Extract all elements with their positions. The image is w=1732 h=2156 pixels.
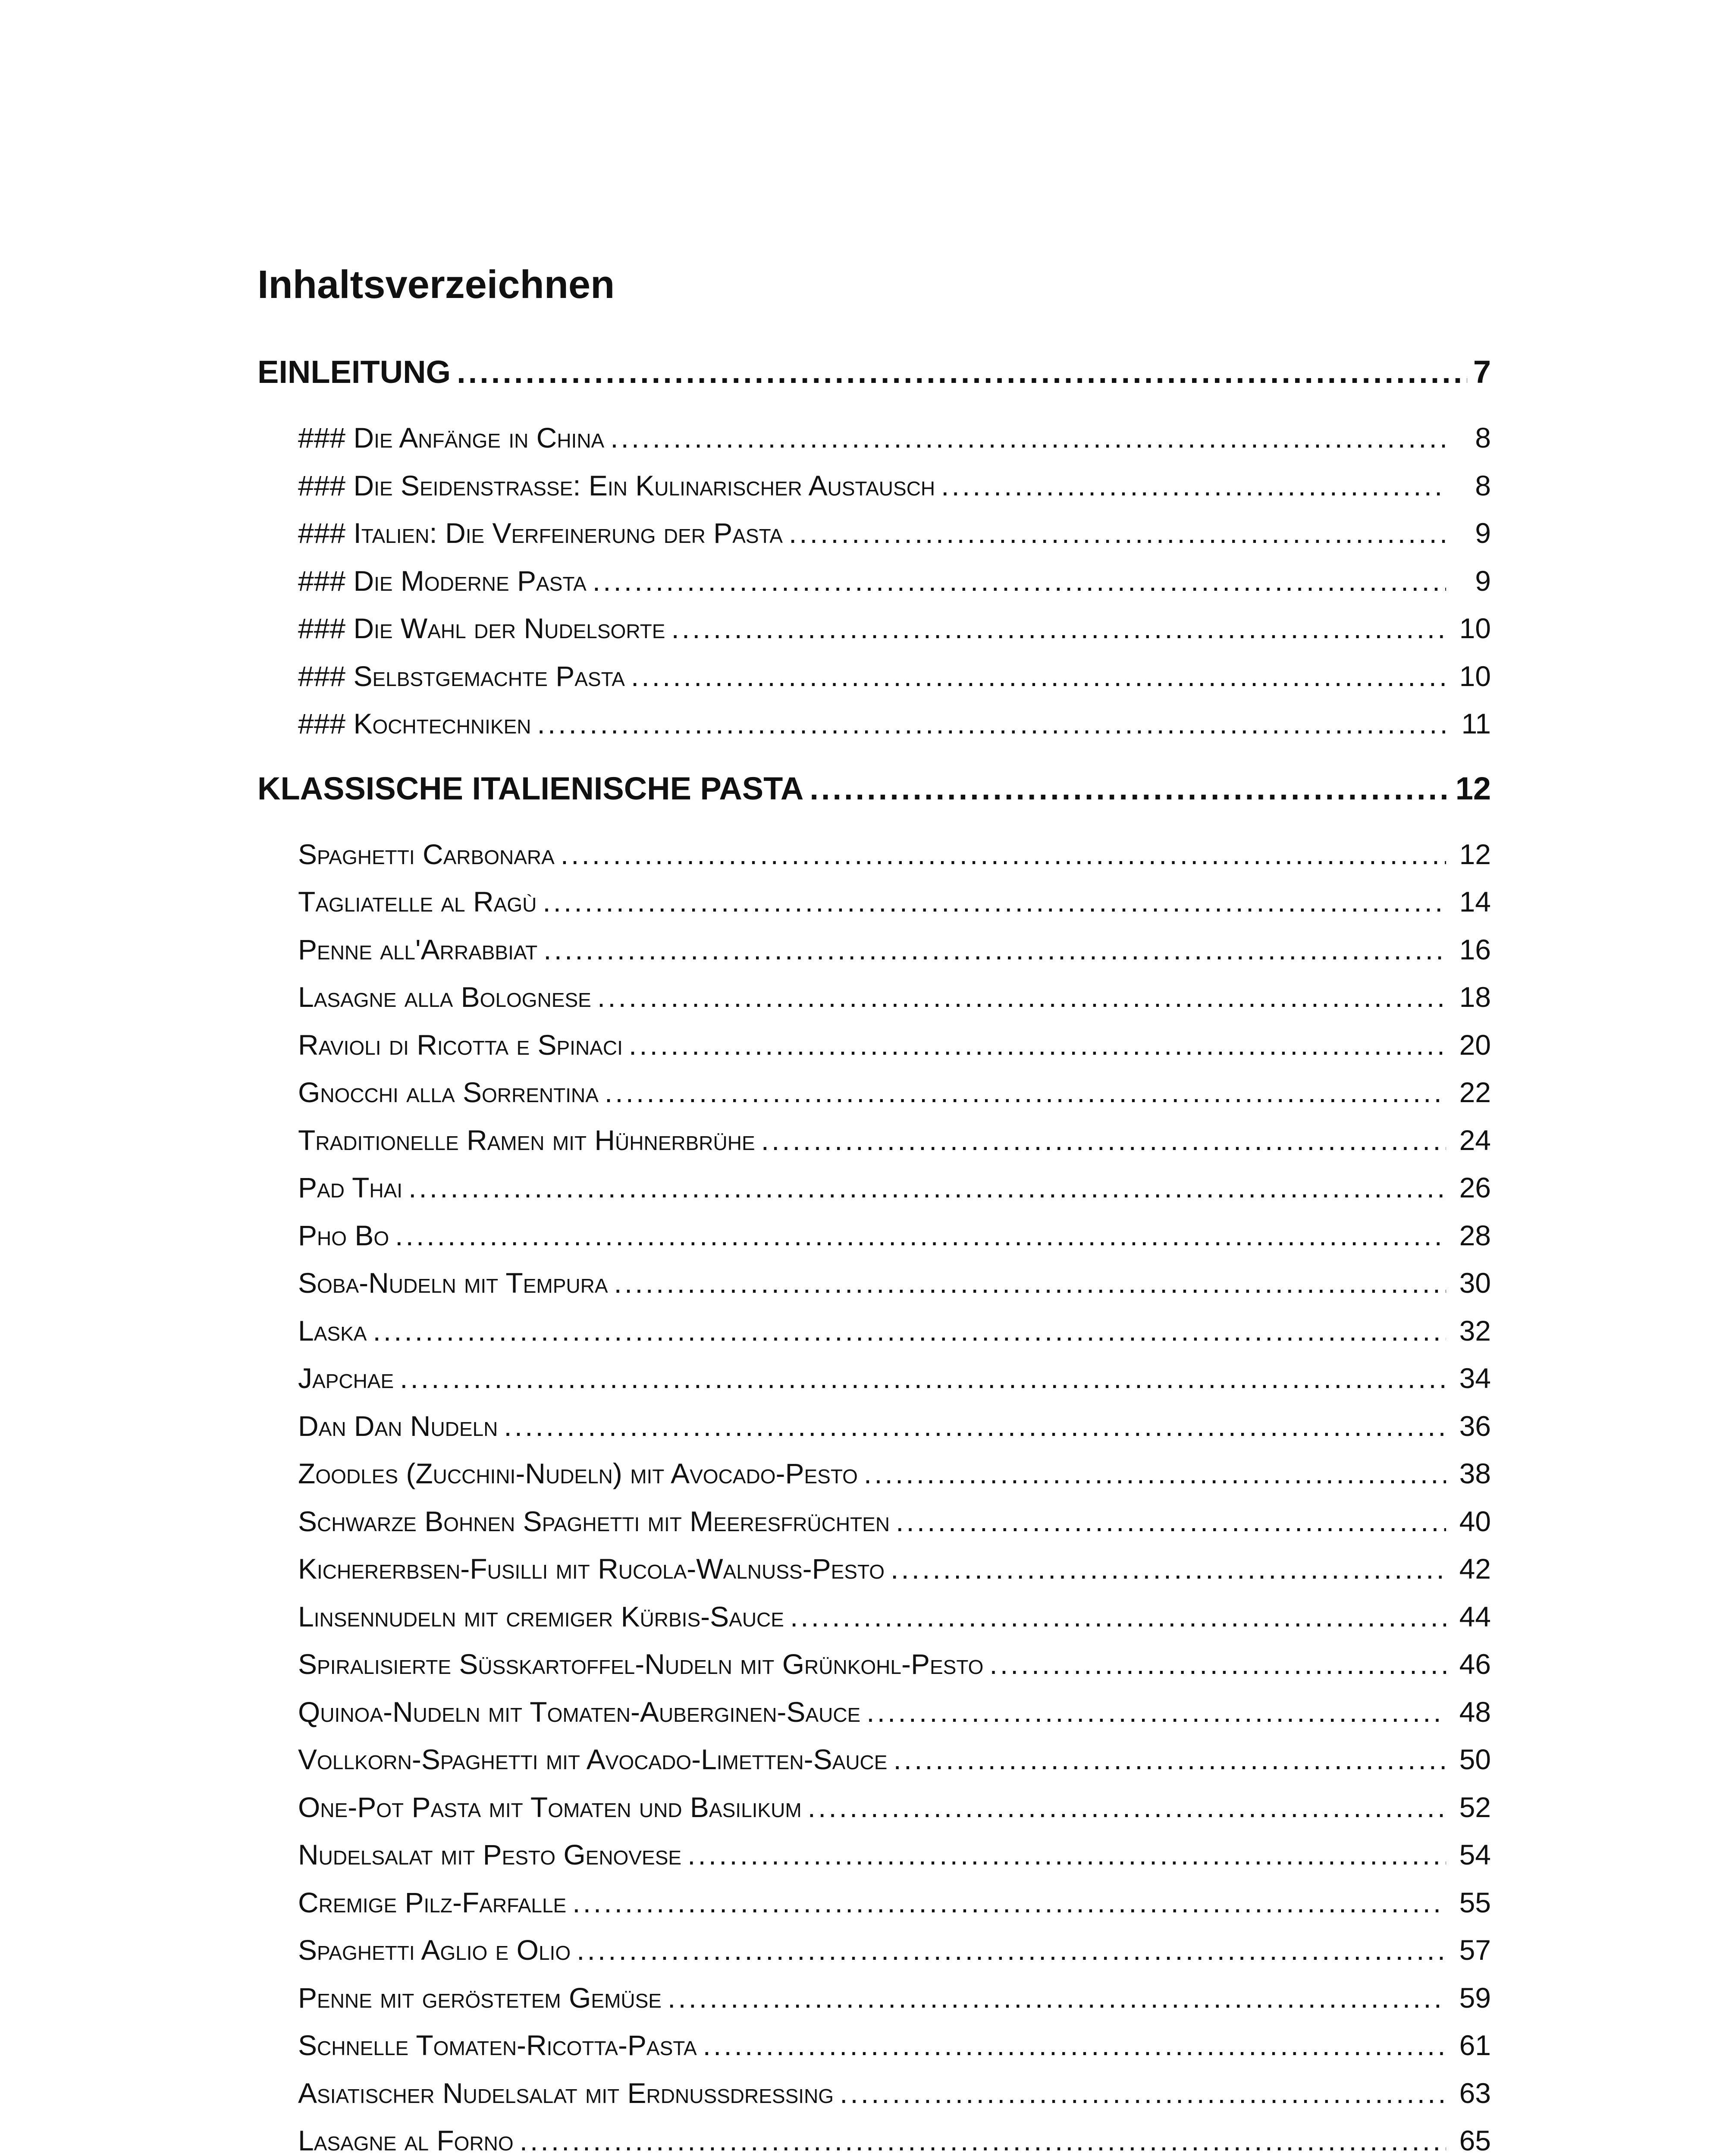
dot-leader [703,2021,1446,2069]
entry-label: ### Die Wahl der Nudelsorte [298,612,665,644]
toc-entry[interactable] [257,2069,1491,2117]
entry-page-number: 12 [1459,838,1491,870]
chapter-page-number: 7 [1473,354,1491,390]
toc-entry[interactable] [257,1402,1491,1450]
entry-label: ### Die Moderne Pasta [298,564,587,597]
dot-leader [373,1307,1446,1355]
entry-page-number: 54 [1459,1839,1491,1871]
entry-page-number: 40 [1459,1505,1491,1537]
entry-page-number: 42 [1459,1553,1491,1585]
entry-label: Pho Bo [298,1219,389,1251]
toc-entry[interactable] [257,414,1491,462]
entry-page-number: 65 [1459,2125,1491,2156]
entry-page-number: 52 [1459,1791,1491,1823]
dot-leader [504,1402,1446,1450]
entry-label: Lasagne al Forno [298,2125,514,2156]
toc-entry[interactable] [257,1307,1491,1355]
dot-leader [520,2117,1446,2156]
toc-entry[interactable] [257,1259,1491,1307]
entry-label: ### Kochtechniken [298,708,531,740]
entry-label: ### Die Seidenstraße: Ein Kulinarischer Austausch [298,469,935,501]
dot-leader [989,1640,1446,1688]
dot-leader [408,1164,1446,1212]
entry-page-number: 55 [1459,1886,1491,1918]
entry-label: Japchae [298,1362,394,1394]
toc-entry[interactable] [257,1498,1491,1545]
entry-page-number: 30 [1459,1267,1491,1299]
entry-label: Penne all'Arrabbiat [298,933,538,965]
dot-leader [614,1259,1446,1307]
toc-entry[interactable] [257,1688,1491,1736]
entry-page-number: 16 [1459,933,1491,965]
toc-entry[interactable] [257,605,1491,652]
toc-entry[interactable] [257,1736,1491,1783]
toc-entry[interactable] [257,1164,1491,1212]
chapter-entries [257,414,1491,748]
entry-label: Spiralisierte Süßkartoffel-Nudeln mit Grünkohl-Pesto [298,1648,984,1680]
entry-page-number: 48 [1459,1695,1491,1728]
entry-page-number: 8 [1475,469,1491,501]
entry-label: Schnelle Tomaten-Ricotta-Pasta [298,2029,697,2061]
chapter-page-number: 12 [1455,770,1491,806]
toc-entry[interactable] [257,878,1491,926]
entry-label: Nudelsalat mit Pesto Genovese [298,1839,682,1871]
entry-label: Spaghetti Aglio e Olio [298,1934,571,1966]
toc-entry[interactable] [257,1926,1491,1974]
dot-leader [395,1212,1446,1260]
entry-page-number: 9 [1475,517,1491,549]
entry-page-number: 22 [1459,1076,1491,1108]
entry-label: Schwarze Bohnen Spaghetti mit Meeresfrüchten [298,1505,890,1537]
toc-entry[interactable] [257,1069,1491,1116]
entry-label: Vollkorn-Spaghetti mit Avocado-Limetten-Sauce [298,1743,888,1775]
entry-label: Zoodles (Zucchini-Nudeln) mit Avocado-Pesto [298,1457,858,1489]
dot-leader [593,557,1446,605]
entry-label: ### Italien: Die Verfeinerung der Pasta [298,517,783,549]
dot-leader [561,830,1446,878]
entry-page-number: 8 [1475,422,1491,454]
toc-entry[interactable] [257,1783,1491,1831]
toc-entry[interactable] [257,830,1491,878]
entry-label: Linsennudeln mit cremiger Kürbis-Sauce [298,1600,784,1633]
dot-leader [896,1498,1446,1545]
entry-page-number: 10 [1459,660,1491,692]
entry-page-number: 11 [1461,708,1491,740]
chapter-label: KLASSISCHE ITALIENISCHE PASTA [257,770,804,806]
toc-entry[interactable] [257,700,1491,748]
dot-leader [840,2069,1446,2117]
entry-page-number: 32 [1459,1314,1491,1347]
entry-label: Cremige Pilz-Farfalle [298,1886,567,1918]
toc-entry[interactable] [257,1116,1491,1164]
toc-page [257,259,1491,2156]
chapter-entries [257,830,1491,2156]
entry-page-number: 14 [1459,886,1491,918]
entry-label: Asiatischer Nudelsalat mit Erdnussdressing [298,2077,834,2109]
entry-label: Lasagne alla Bolognese [298,981,591,1013]
chapter-row[interactable] [257,765,1491,812]
dot-leader [577,1926,1446,1974]
entry-page-number: 63 [1459,2077,1491,2109]
dot-leader [671,605,1446,652]
entry-page-number: 59 [1459,1981,1491,2014]
entry-page-number: 28 [1459,1219,1491,1251]
dot-leader [790,1593,1446,1641]
toc-entry[interactable] [257,1831,1491,1879]
dot-leader [572,1879,1446,1927]
dot-leader [597,973,1446,1021]
dot-leader [866,1688,1446,1736]
dot-leader [891,1545,1446,1593]
entry-page-number: 10 [1459,612,1491,644]
entry-label: Ravioli di Ricotta e Spinaci [298,1028,623,1061]
toc-entry[interactable] [257,509,1491,557]
dot-leader [687,1831,1446,1879]
dot-leader [941,462,1446,510]
dot-leader [629,1021,1446,1069]
entry-label: Penne mit geröstetem Gemüse [298,1981,662,2014]
entry-label: Kichererbsen-Fusilli mit Rucola-Walnuss-Pesto [298,1553,885,1585]
dot-leader [543,926,1446,974]
chapter-row[interactable] [257,348,1491,396]
dot-leader [610,414,1446,462]
toc-entry[interactable] [257,1545,1491,1593]
entry-page-number: 18 [1459,981,1491,1013]
toc-entry[interactable] [257,462,1491,510]
entry-page-number: 50 [1459,1743,1491,1775]
dot-leader [893,1736,1446,1783]
dot-leader [537,700,1446,748]
dot-leader [400,1354,1446,1402]
toc-entry[interactable] [257,2117,1491,2156]
dot-leader [789,509,1446,557]
toc-entry[interactable] [257,1593,1491,1641]
dot-leader [808,1783,1446,1831]
dot-leader [864,1450,1446,1498]
toc-entry[interactable] [257,1879,1491,1927]
entry-page-number: 61 [1459,2029,1491,2061]
toc-entry[interactable] [257,973,1491,1021]
dot-leader [810,765,1449,812]
toc-entry[interactable] [257,652,1491,700]
entry-page-number: 20 [1459,1028,1491,1061]
entry-page-number: 57 [1459,1934,1491,1966]
entry-label: Pad Thai [298,1172,403,1203]
entry-page-number: 46 [1459,1648,1491,1680]
entry-label: Gnocchi alla Sorrentina [298,1076,599,1108]
entry-label: Spaghetti Carbonara [298,838,555,870]
entry-page-number: 44 [1459,1600,1491,1633]
entry-label: Traditionelle Ramen mit Hühnerbrühe [298,1124,755,1156]
toc-entry[interactable] [257,1212,1491,1260]
toc-entry[interactable] [257,926,1491,974]
entry-label: Dan Dan Nudeln [298,1410,498,1442]
dot-leader [543,878,1446,926]
entry-page-number: 38 [1459,1457,1491,1489]
toc-title: Inhaltsverzeichnen [257,263,615,307]
dot-leader [457,348,1467,396]
entry-label: Tagliatelle al Ragù [298,886,537,918]
dot-leader [605,1069,1446,1116]
dot-leader [631,652,1446,700]
toc-entry[interactable] [257,1450,1491,1498]
entry-label: Quinoa-Nudeln mit Tomaten-Auberginen-Sauce [298,1695,861,1728]
dot-leader [761,1116,1446,1164]
entry-label: ### Selbstgemachte Pasta [298,660,625,692]
entry-page-number: 34 [1459,1362,1491,1394]
toc-entry[interactable] [257,1354,1491,1402]
chapter-label: EINLEITUNG [257,354,451,390]
entry-label: ### Die Anfänge in China [298,422,605,454]
toc-entry[interactable] [257,1974,1491,2022]
entry-page-number: 9 [1475,564,1491,597]
toc-entry[interactable] [257,557,1491,605]
toc-entry[interactable] [257,1021,1491,1069]
entry-page-number: 26 [1459,1172,1491,1203]
toc-entry[interactable] [257,1640,1491,1688]
entry-page-number: 24 [1459,1124,1491,1156]
entry-label: Soba-Nudeln mit Tempura [298,1267,608,1299]
dot-leader [668,1974,1446,2022]
entry-label: Laska [298,1314,367,1347]
entry-label: One-Pot Pasta mit Tomaten und Basilikum [298,1791,802,1823]
toc-entry[interactable] [257,2021,1491,2069]
entry-page-number: 36 [1459,1410,1491,1442]
